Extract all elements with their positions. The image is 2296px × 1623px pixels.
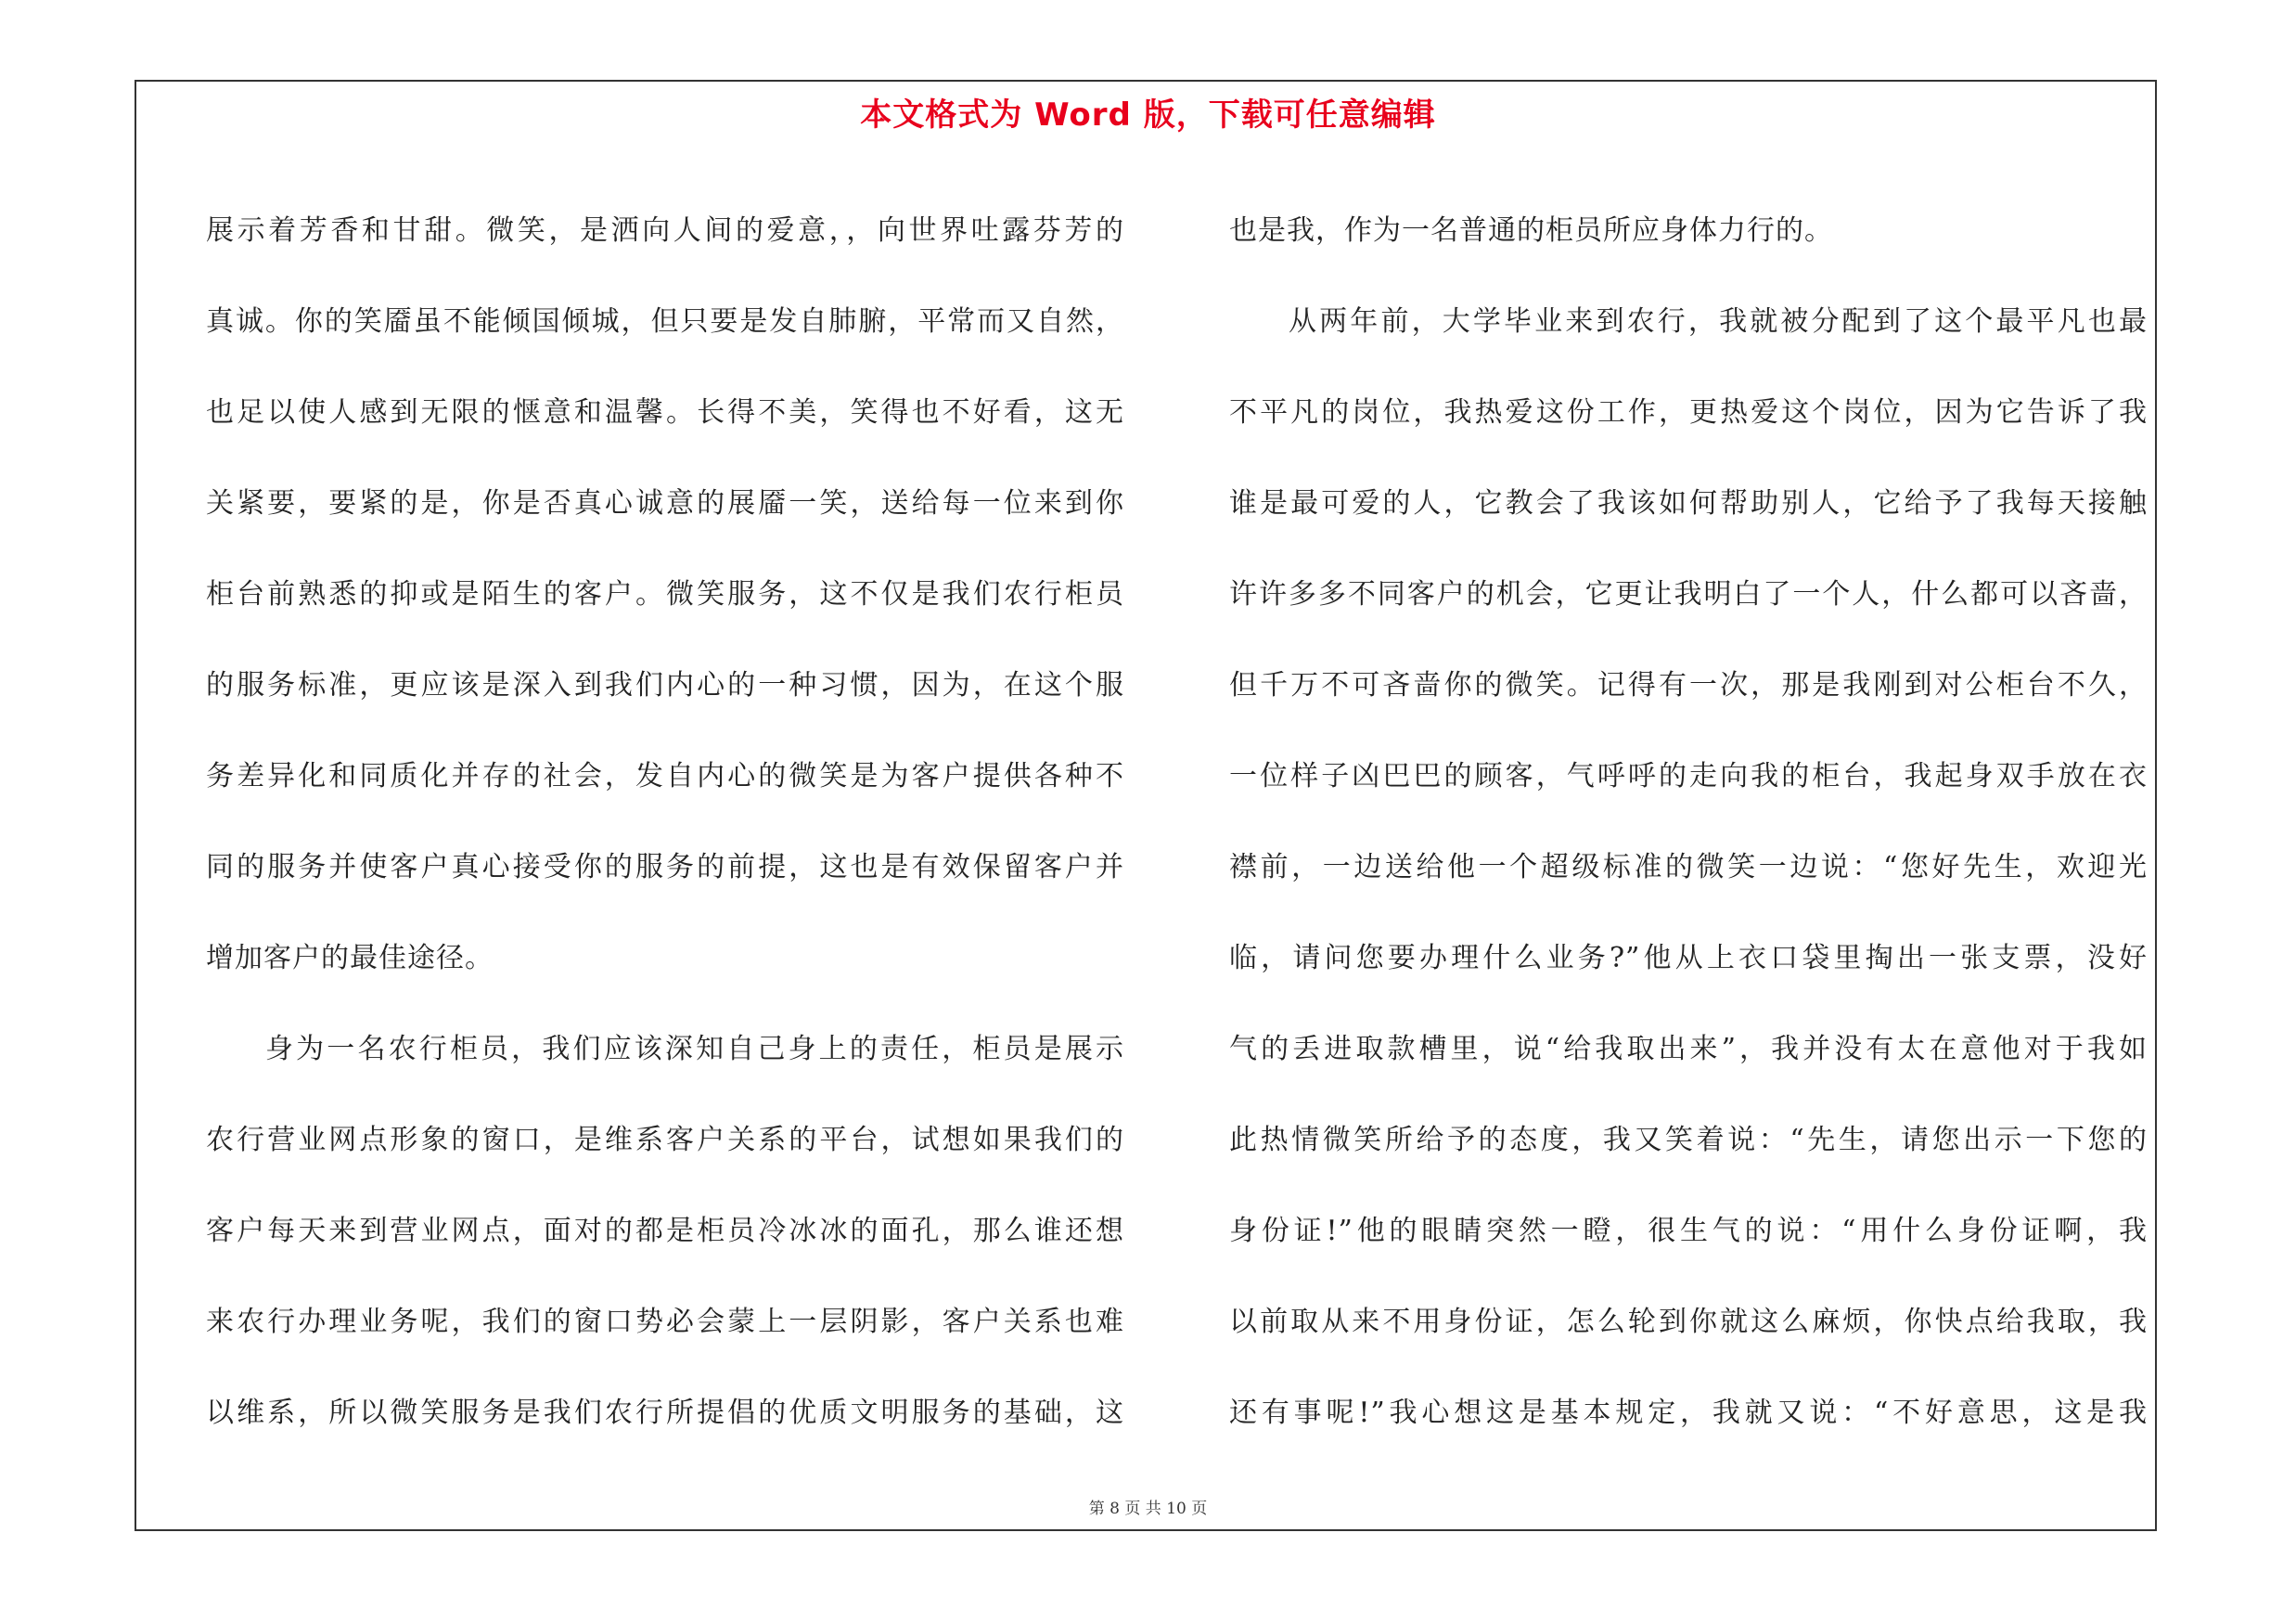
text-line: 一位样子凶巴巴的顾客，气呼呼的走向我的柜台，我起身双手放在衣 — [1229, 760, 2148, 792]
right-text-column — [1229, 186, 2148, 1459]
text-line: 襟前，一边送给他一个超级标准的微笑一边说：“您好先生，欢迎光 — [1229, 851, 2148, 883]
text-line: 不平凡的岗位，我热爱这份工作，更热爱这个岗位，因为它告诉了我 — [1229, 396, 2148, 429]
text-line: 但千万不可吝啬你的微笑。记得有一次，那是我刚到对公柜台不久， — [1229, 669, 2148, 702]
word-format-banner: 本文格式为 Word 版，下载可任意编辑 — [860, 97, 1436, 134]
text-line: 以维系，所以微笑服务是我们农行所提倡的优质文明服务的基础，这 — [206, 1397, 1124, 1429]
text-line: 增加客户的最佳途径。 — [206, 942, 494, 974]
text-line: 同的服务并使客户真心接受你的服务的前提，这也是有效保留客户并 — [206, 851, 1124, 883]
text-line: 客户每天来到营业网点，面对的都是柜员冷冰冰的面孔，那么谁还想 — [206, 1215, 1124, 1247]
text-line: 还有事呢!”我心想这是基本规定，我就又说：“不好意思，这是我 — [1229, 1397, 2148, 1429]
text-line: 临，请问您要办理什么业务?”他从上衣口袋里掏出一张支票，没好 — [1229, 942, 2148, 974]
text-line: 身为一名农行柜员，我们应该深知自己身上的责任，柜员是展示 — [265, 1033, 1124, 1065]
text-line: 此热情微笑所给予的态度，我又笑着说：“先生，请您出示一下您的 — [1229, 1124, 2148, 1156]
text-line: 关紧要，要紧的是，你是否真心诚意的展靥一笑，送给每一位来到你 — [206, 487, 1124, 520]
text-line: 柜台前熟悉的抑或是陌生的客户。微笑服务，这不仅是我们农行柜员 — [206, 578, 1124, 611]
text-line: 来农行办理业务呢，我们的窗口势必会蒙上一层阴影，客户关系也难 — [206, 1306, 1124, 1338]
text-line: 真诚。你的笑靥虽不能倾国倾城，但只要是发自肺腑，平常而又自然， — [206, 305, 1124, 338]
text-line: 务差异化和同质化并存的社会，发自内心的微笑是为客户提供各种不 — [206, 760, 1124, 792]
text-line: 的服务标准，更应该是深入到我们内心的一种习惯，因为，在这个服 — [206, 669, 1124, 702]
left-text-column — [206, 186, 1124, 1459]
text-line: 从两年前，大学毕业来到农行，我就被分配到了这个最平凡也最 — [1289, 305, 2148, 338]
text-line: 许许多多不同客户的机会，它更让我明白了一个人，什么都可以吝啬， — [1229, 578, 2148, 611]
text-line: 也是我，作为一名普通的柜员所应身体力行的。 — [1229, 214, 1833, 247]
page-number-footer: 第 8 页 共 10 页 — [1088, 1500, 1208, 1518]
text-line: 身份证!”他的眼睛突然一瞪，很生气的说：“用什么身份证啊，我 — [1229, 1215, 2148, 1247]
text-line: 谁是最可爱的人，它教会了我该如何帮助别人，它给予了我每天接触 — [1229, 487, 2148, 520]
text-line: 农行营业网点形象的窗口，是维系客户关系的平台，试想如果我们的 — [206, 1124, 1124, 1156]
text-line: 展示着芳香和甘甜。微笑，是洒向人间的爱意，，向世界吐露芬芳的 — [206, 214, 1124, 247]
text-line: 气的丢进取款槽里，说“给我取出来”，我并没有太在意他对于我如 — [1229, 1033, 2148, 1065]
text-line: 以前取从来不用身份证，怎么轮到你就这么麻烦，你快点给我取，我 — [1229, 1306, 2148, 1338]
text-line: 也足以使人感到无限的惬意和温馨。长得不美，笑得也不好看，这无 — [206, 396, 1124, 429]
